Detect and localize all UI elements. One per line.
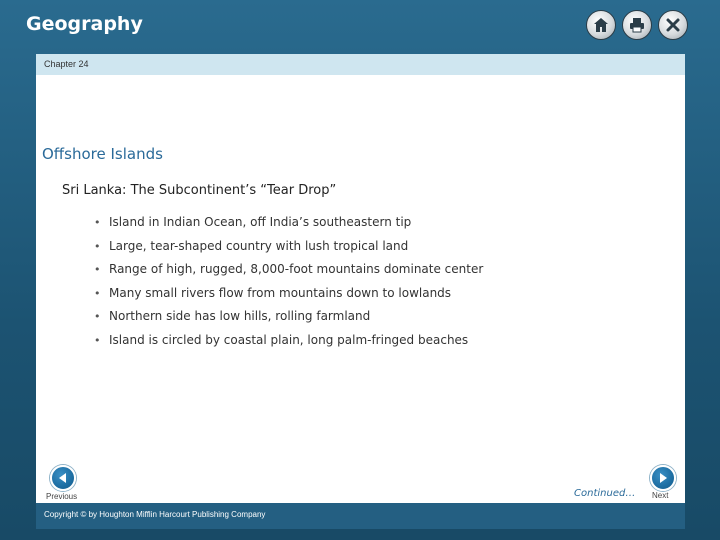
- previous-label[interactable]: Previous: [46, 492, 78, 501]
- bullet-icon: •: [94, 310, 101, 323]
- footer-bar: [36, 503, 685, 529]
- home-icon[interactable]: [586, 10, 616, 40]
- arrow-left-icon: [57, 472, 69, 484]
- bullet-icon: •: [94, 216, 101, 229]
- list-item: [94, 282, 483, 306]
- bullet-text: Island is circled by coastal plain, long palm-fringed beaches: [109, 332, 469, 347]
- bullet-text: Many small rivers flow from mountains down to lowlands: [109, 285, 452, 300]
- app-title: Geography: [26, 13, 143, 35]
- print-icon[interactable]: [622, 10, 652, 40]
- top-toolbar: [586, 10, 688, 40]
- list-item: [94, 305, 483, 329]
- bullet-icon: •: [94, 333, 101, 347]
- continued-label: Continued…: [574, 488, 636, 499]
- close-icon[interactable]: [658, 10, 688, 40]
- content-panel: [36, 75, 685, 503]
- previous-button[interactable]: [50, 465, 76, 491]
- next-label[interactable]: Next: [652, 491, 669, 500]
- chapter-bar: [36, 54, 685, 75]
- bullet-icon: •: [94, 263, 101, 276]
- bullet-icon: •: [94, 286, 101, 300]
- bullet-icon: •: [94, 239, 101, 253]
- copyright-text: Copyright © by Houghton Mifflin Harcourt Publishing Company: [44, 510, 266, 519]
- subheading: Sri Lanka: The Subcontinent’s “Tear Drop”: [62, 183, 337, 198]
- section-title: Offshore Islands: [42, 145, 163, 163]
- list-item: [94, 329, 483, 353]
- bullet-text: Range of high, rugged, 8,000-foot mountains dominate center: [109, 262, 484, 276]
- bullet-text: Northern side has low hills, rolling farmland: [109, 309, 371, 323]
- bullet-list: [94, 211, 483, 352]
- chapter-label: Chapter 24: [44, 59, 89, 69]
- list-item: [94, 211, 483, 235]
- arrow-right-icon: [657, 472, 669, 484]
- bullet-text: Island in Indian Ocean, off India’s southeastern tip: [109, 215, 412, 229]
- bullet-text: Large, tear-shaped country with lush tropical land: [109, 238, 409, 253]
- list-item: [94, 258, 483, 282]
- list-item: [94, 235, 483, 259]
- next-button[interactable]: [650, 465, 676, 491]
